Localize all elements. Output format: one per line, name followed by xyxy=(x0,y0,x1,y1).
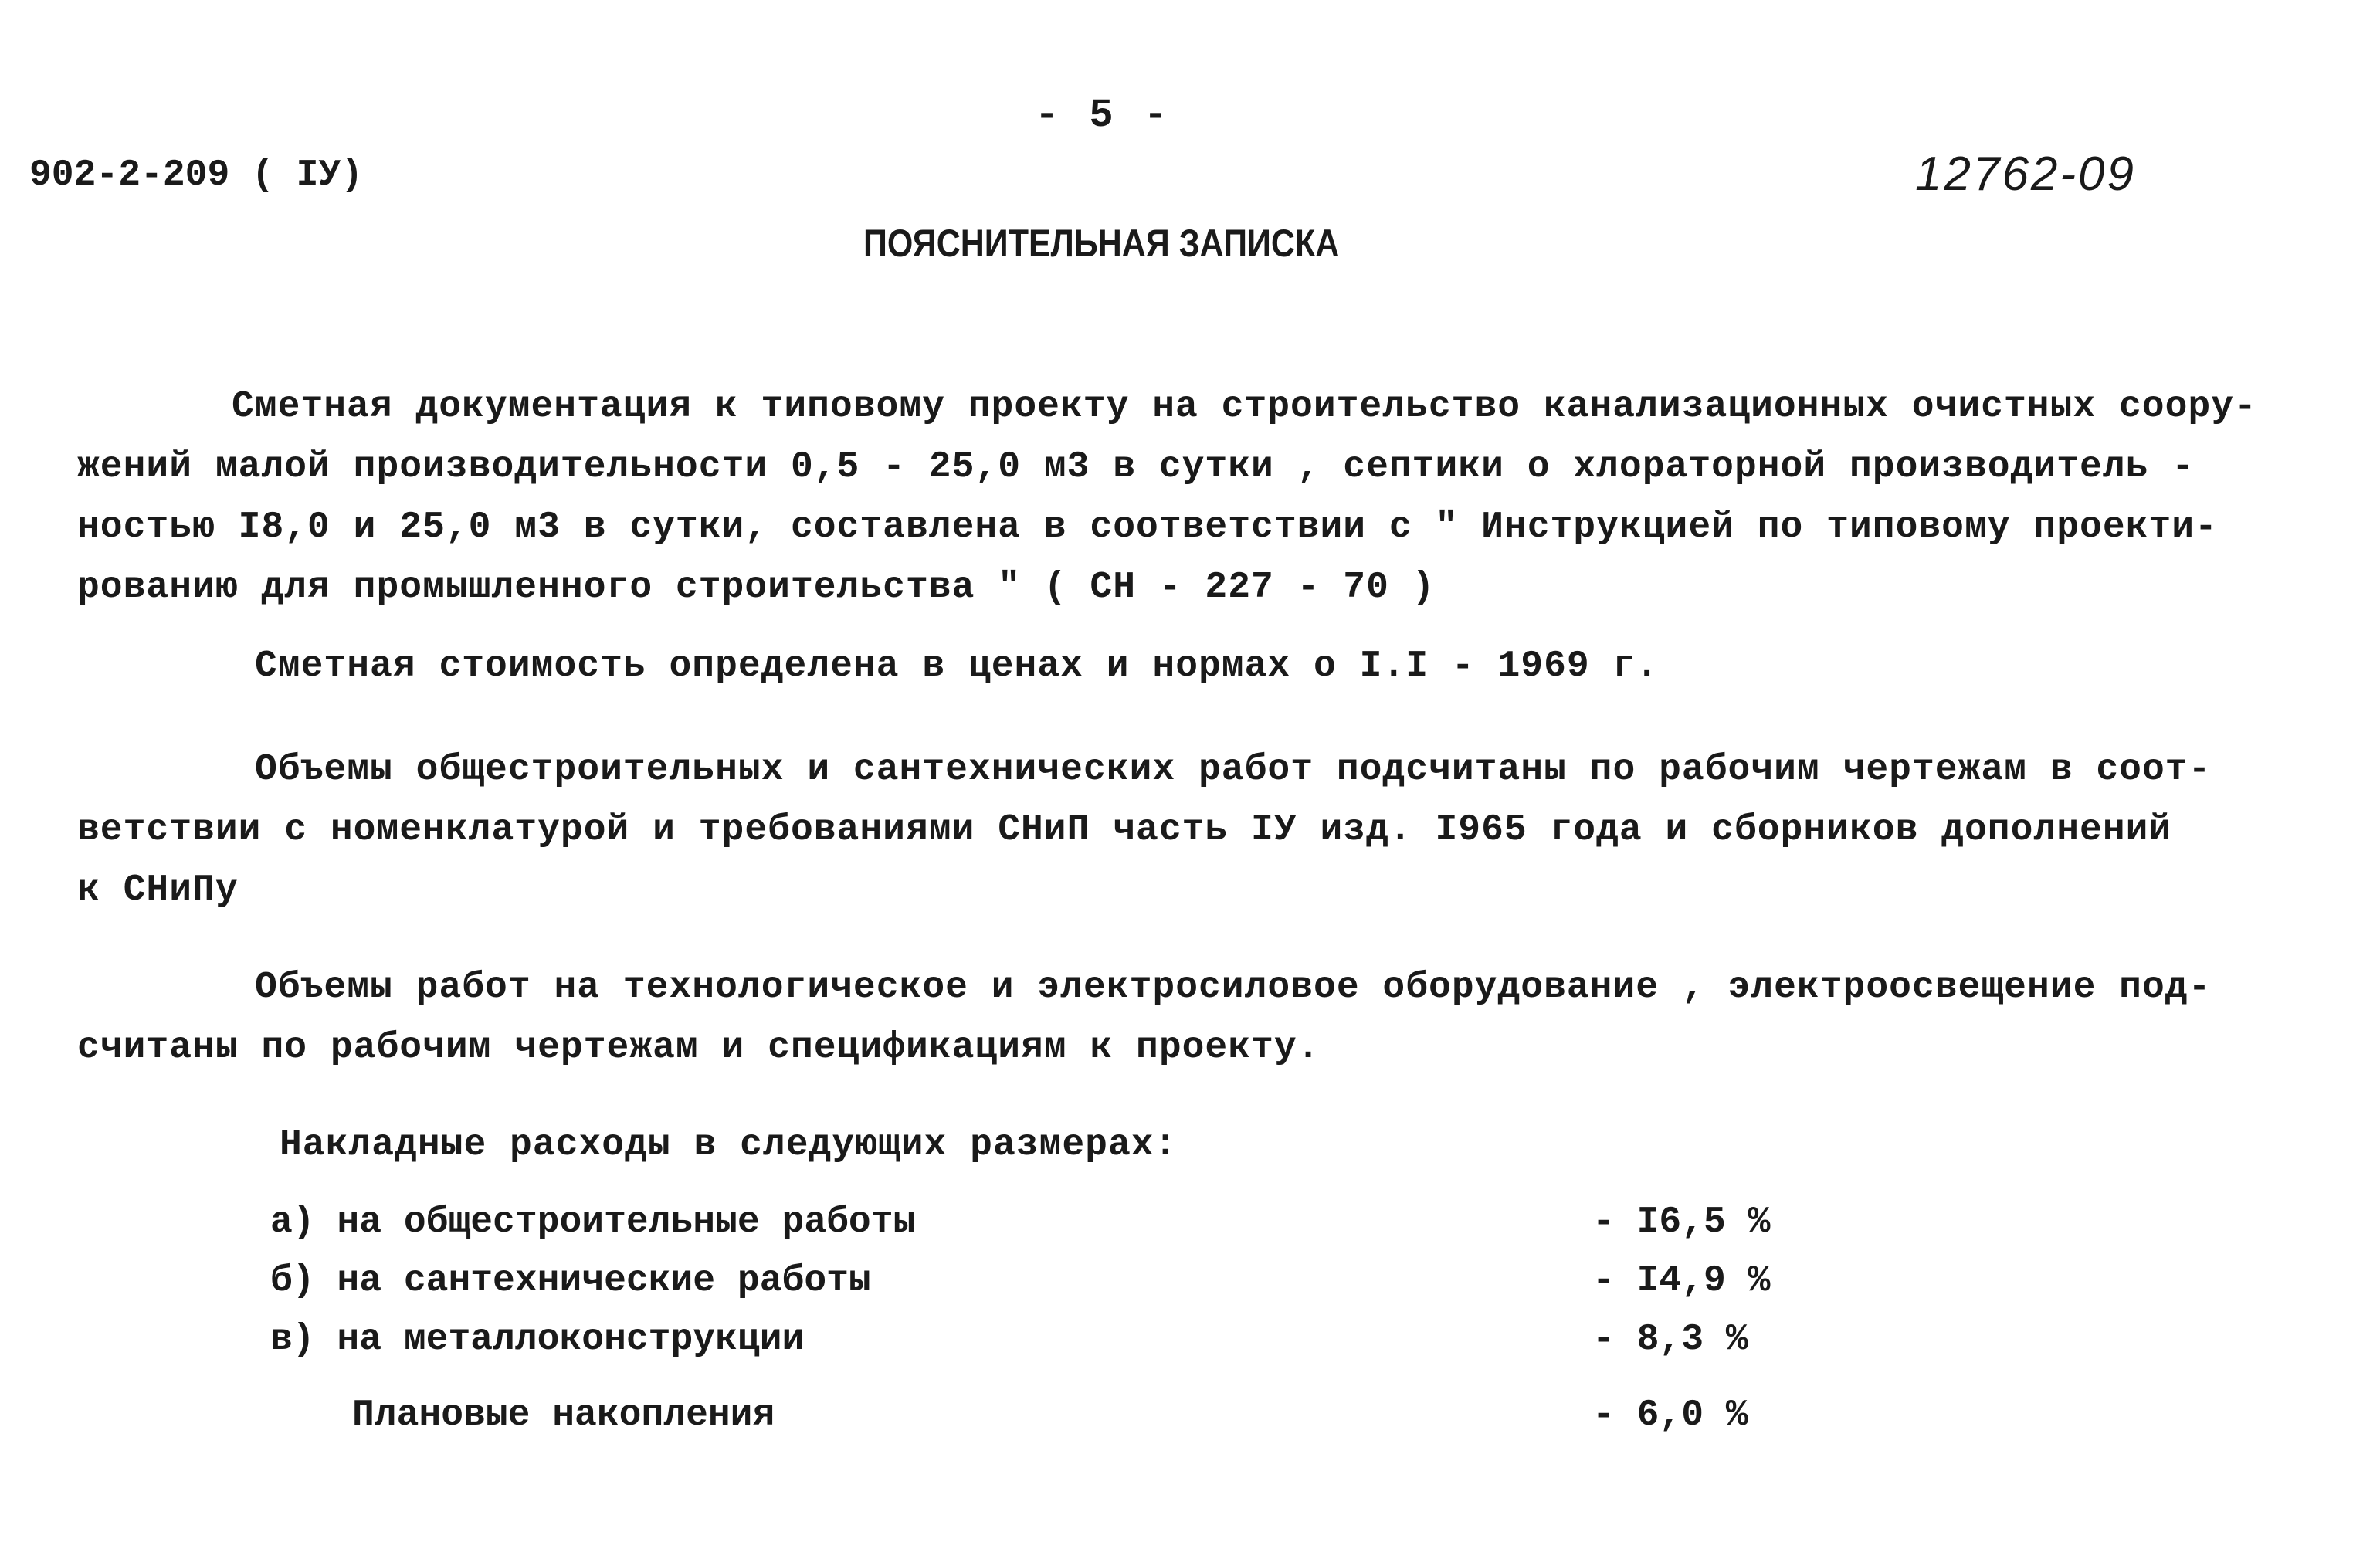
paragraph-line: рованию для промышленного строительства " ( СН - 227 - 70 ) xyxy=(77,567,1436,608)
overhead-item-value: - I4,9 % xyxy=(1592,1260,1771,1302)
paragraph-line: жений малой производительности 0,5 - 25,0 м3 в сутки , септики о хлораторной производитель - xyxy=(77,446,2195,488)
overhead-item-label: б) на сантехнические работы xyxy=(270,1260,871,1302)
overhead-item-label: Плановые накопления xyxy=(352,1395,775,1436)
paragraph-line: ностью I8,0 и 25,0 м3 в сутки, составлена в соответствии с " Инструкцией по типовому проекти- xyxy=(77,507,2218,548)
paragraph-line: Сметная документация к типовому проекту на строительство канализационных очистных соору- xyxy=(232,386,2257,428)
paragraph-line: Объемы общестроительных и сантехнических работ подсчитаны по рабочим чертежам в соот- xyxy=(255,749,2212,791)
overhead-item-value: - I6,5 % xyxy=(1592,1201,1771,1243)
archive-number: 12762-09 xyxy=(1915,147,2137,201)
overhead-item-label: в) на металлоконструкции xyxy=(270,1319,805,1361)
overhead-item-value: - 6,0 % xyxy=(1592,1395,1748,1436)
document-code: 902-2-209 ( IУ) xyxy=(29,154,364,196)
paragraph-line: Сметная стоимость определена в ценах и нормах о I.I - 1969 г. xyxy=(255,646,1660,687)
overhead-item-value: - 8,3 % xyxy=(1592,1319,1748,1361)
paragraph-line: Объемы работ на технологическое и электросиловое оборудование , электроосвещение под- xyxy=(255,967,2212,1008)
paragraph-line: считаны по рабочим чертежам и спецификациям к проекту. xyxy=(77,1027,1321,1069)
overhead-item-label: а) на общестроительные работы xyxy=(270,1201,916,1243)
overhead-heading: Накладные расходы в следующих размерах: xyxy=(280,1124,1178,1166)
paragraph-line: к СНиПу xyxy=(77,869,239,911)
paragraph-line: ветствии с номенклатурой и требованиями СНиП часть IУ изд. I965 года и сборников дополнений xyxy=(77,809,2172,851)
document-title: ПОЯСНИТЕЛЬНАЯ ЗАПИСКА xyxy=(863,222,1340,265)
page-number: - 5 - xyxy=(1035,93,1171,138)
